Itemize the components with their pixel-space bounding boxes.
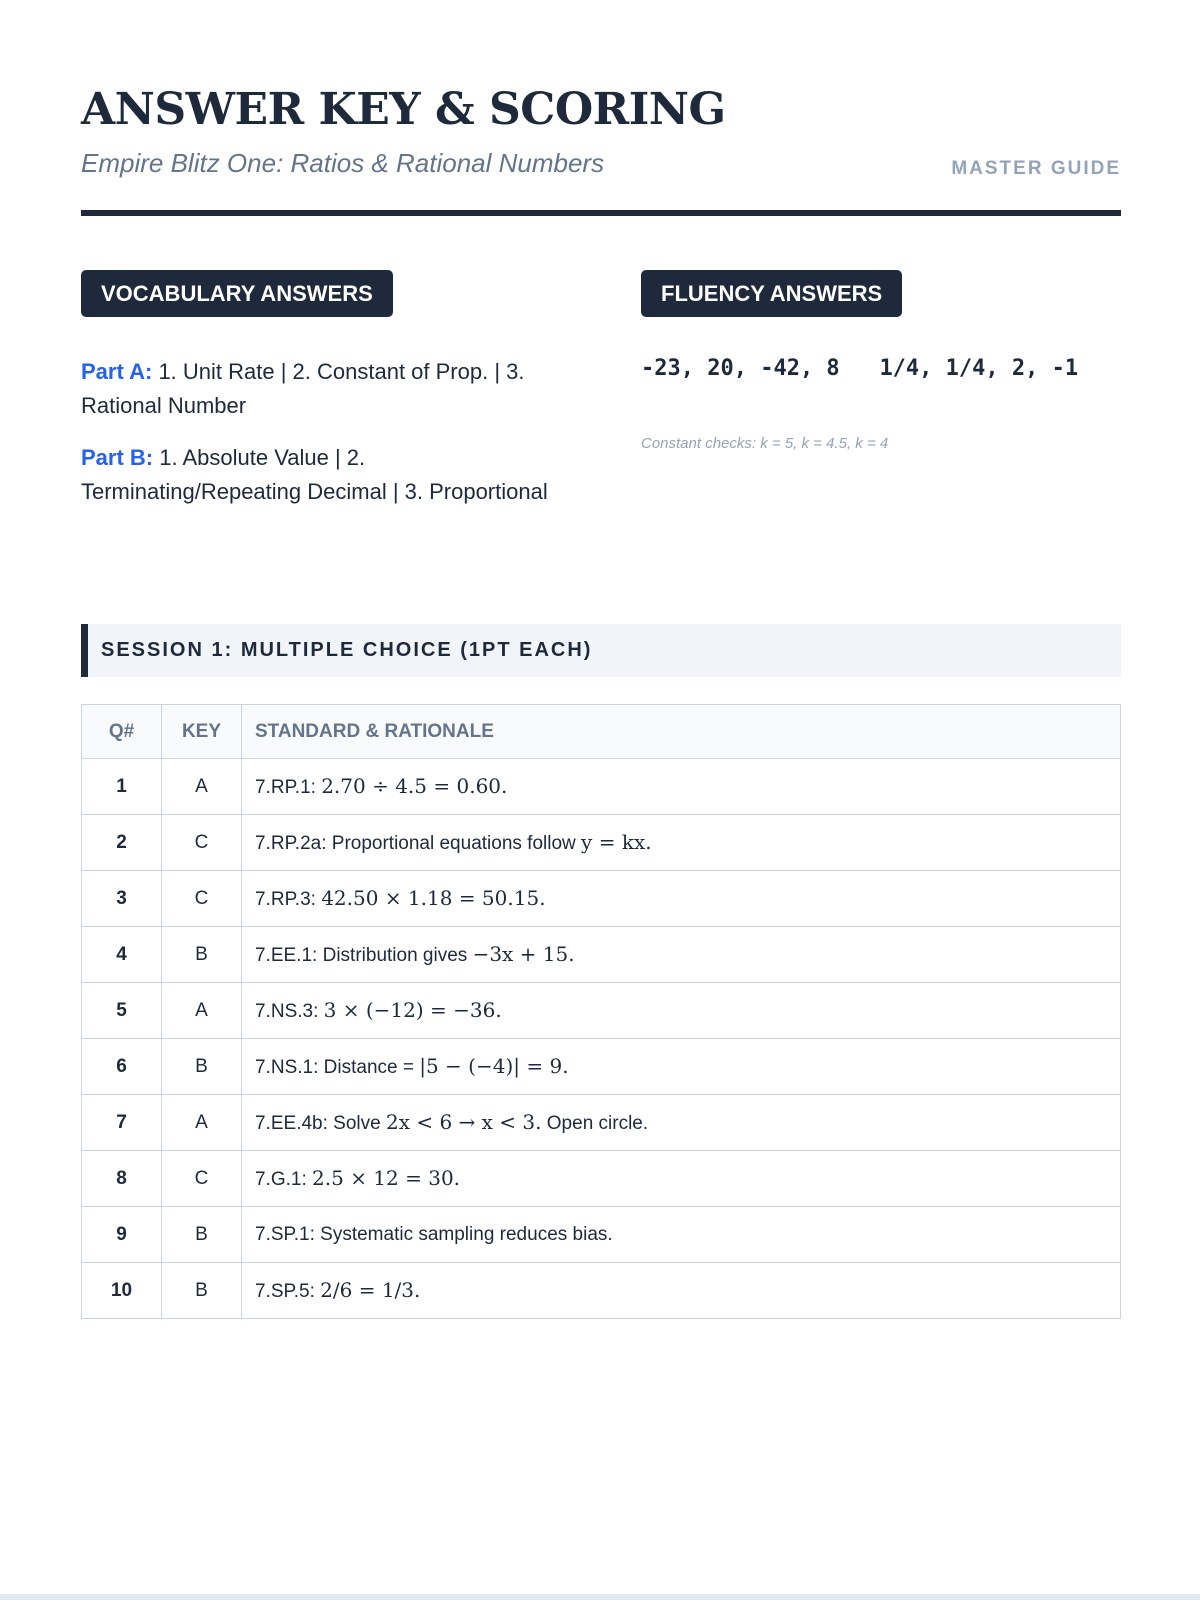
rationale-math: y = kx.: [581, 830, 652, 854]
page-title: ANSWER KEY & SCORING: [81, 84, 726, 135]
table-row: [82, 1151, 1121, 1207]
master-guide-badge: MASTER GUIDE: [951, 158, 1121, 179]
rationale-math: 2.5 × 12 = 30.: [312, 1166, 461, 1190]
standard-code: 7.G.1:: [255, 1169, 307, 1190]
table-row: [82, 927, 1121, 983]
vocab-part-a: [81, 355, 561, 423]
page-subtitle: Empire Blitz One: Ratios & Rational Numbers: [81, 148, 605, 178]
col-header-key: KEY: [162, 705, 242, 759]
rationale-text: Distance =: [323, 1057, 414, 1078]
question-number: 5: [82, 983, 162, 1039]
table-row: [82, 1095, 1121, 1151]
rationale-math: 3 × (−12) = −36.: [323, 998, 502, 1022]
rationale-text: Proportional equations follow: [331, 833, 576, 854]
standard-code: 7.NS.3:: [255, 1001, 319, 1022]
fluency-answers-set-1: -23, 20, -42, 8: [641, 356, 840, 381]
fluency-note: Constant checks: k = 5, k = 4.5, k = 4: [641, 435, 889, 452]
standard-rationale: [242, 1039, 1121, 1095]
standard-code: 7.SP.5:: [255, 1281, 315, 1302]
standard-rationale: [242, 983, 1121, 1039]
answer-key: C: [162, 871, 242, 927]
table-row: [82, 815, 1121, 871]
part-a-label: Part A:: [81, 359, 153, 384]
standard-code: 7.RP.1:: [255, 777, 316, 798]
standard-rationale: [242, 927, 1121, 983]
standard-code: 7.RP.3:: [255, 889, 316, 910]
col-header-q: Q#: [82, 705, 162, 759]
standard-code: 7.NS.1:: [255, 1057, 319, 1078]
question-number: 1: [82, 759, 162, 815]
rationale-math: 2.70 ÷ 4.5 = 0.60.: [321, 774, 508, 798]
part-b-label: Part B:: [81, 445, 154, 470]
multiple-choice-table: [81, 704, 1121, 1319]
part-a-text: 1. Unit Rate | 2. Constant of Prop. | 3. Rational Number: [81, 359, 525, 418]
question-number: 4: [82, 927, 162, 983]
standard-rationale: [242, 1151, 1121, 1207]
answer-key: B: [162, 927, 242, 983]
question-number: 6: [82, 1039, 162, 1095]
rationale-math: 2x < 6 → x < 3.: [385, 1110, 542, 1134]
rationale-math: |5 − (−4)| = 9.: [419, 1054, 569, 1078]
standard-code: 7.RP.2a:: [255, 833, 327, 854]
table-row: [82, 1039, 1121, 1095]
answer-key: B: [162, 1039, 242, 1095]
vocabulary-heading: VOCABULARY ANSWERS: [81, 270, 393, 317]
header-divider: [81, 210, 1121, 216]
standard-rationale: [242, 759, 1121, 815]
rationale-text: Distribution gives: [322, 945, 468, 966]
rationale-text: Solve: [333, 1113, 381, 1134]
standard-code: 7.SP.1:: [255, 1223, 315, 1245]
answer-key: C: [162, 1151, 242, 1207]
standard-rationale: [242, 1207, 1121, 1263]
fluency-answers: [641, 356, 1078, 381]
table-row: [82, 1263, 1121, 1319]
col-header-rationale: STANDARD & RATIONALE: [242, 705, 1121, 759]
table-header-row: [82, 705, 1121, 759]
question-number: 3: [82, 871, 162, 927]
standard-rationale: [242, 815, 1121, 871]
answer-key: A: [162, 759, 242, 815]
standard-rationale: [242, 1095, 1121, 1151]
answer-key: A: [162, 1095, 242, 1151]
answer-key: A: [162, 983, 242, 1039]
answer-key: C: [162, 815, 242, 871]
fluency-answers-set-2: 1/4, 1/4, 2, -1: [879, 356, 1079, 381]
answer-key: B: [162, 1207, 242, 1263]
standard-code: 7.EE.4b:: [255, 1113, 328, 1134]
part-b-text: 1. Absolute Value | 2. Terminating/Repeating Decimal | 3. Proportional: [81, 445, 548, 504]
vocabulary-answers: [81, 355, 561, 527]
fluency-heading: FLUENCY ANSWERS: [641, 270, 902, 317]
table-body: [82, 759, 1121, 1319]
question-number: 2: [82, 815, 162, 871]
rationale-note: Open circle.: [546, 1113, 649, 1134]
answer-key: B: [162, 1263, 242, 1319]
rationale-math: 42.50 × 1.18 = 50.15.: [321, 886, 546, 910]
standard-code: 7.EE.1:: [255, 945, 318, 966]
table-row: [82, 1207, 1121, 1263]
rationale-text: Systematic sampling reduces bias.: [320, 1223, 613, 1245]
vocab-part-b: [81, 441, 561, 509]
table-row: [82, 759, 1121, 815]
rationale-math: −3x + 15.: [472, 942, 575, 966]
question-number: 9: [82, 1207, 162, 1263]
rationale-math: 2/6 = 1/3.: [320, 1278, 421, 1302]
table-row: [82, 983, 1121, 1039]
standard-rationale: [242, 871, 1121, 927]
bottom-strip: [0, 1594, 1200, 1600]
question-number: 10: [82, 1263, 162, 1319]
question-number: 7: [82, 1095, 162, 1151]
standard-rationale: [242, 1263, 1121, 1319]
question-number: 8: [82, 1151, 162, 1207]
session-1-title: SESSION 1: MULTIPLE CHOICE (1PT EACH): [101, 639, 593, 661]
session-1-header: [81, 624, 1121, 677]
table-row: [82, 871, 1121, 927]
